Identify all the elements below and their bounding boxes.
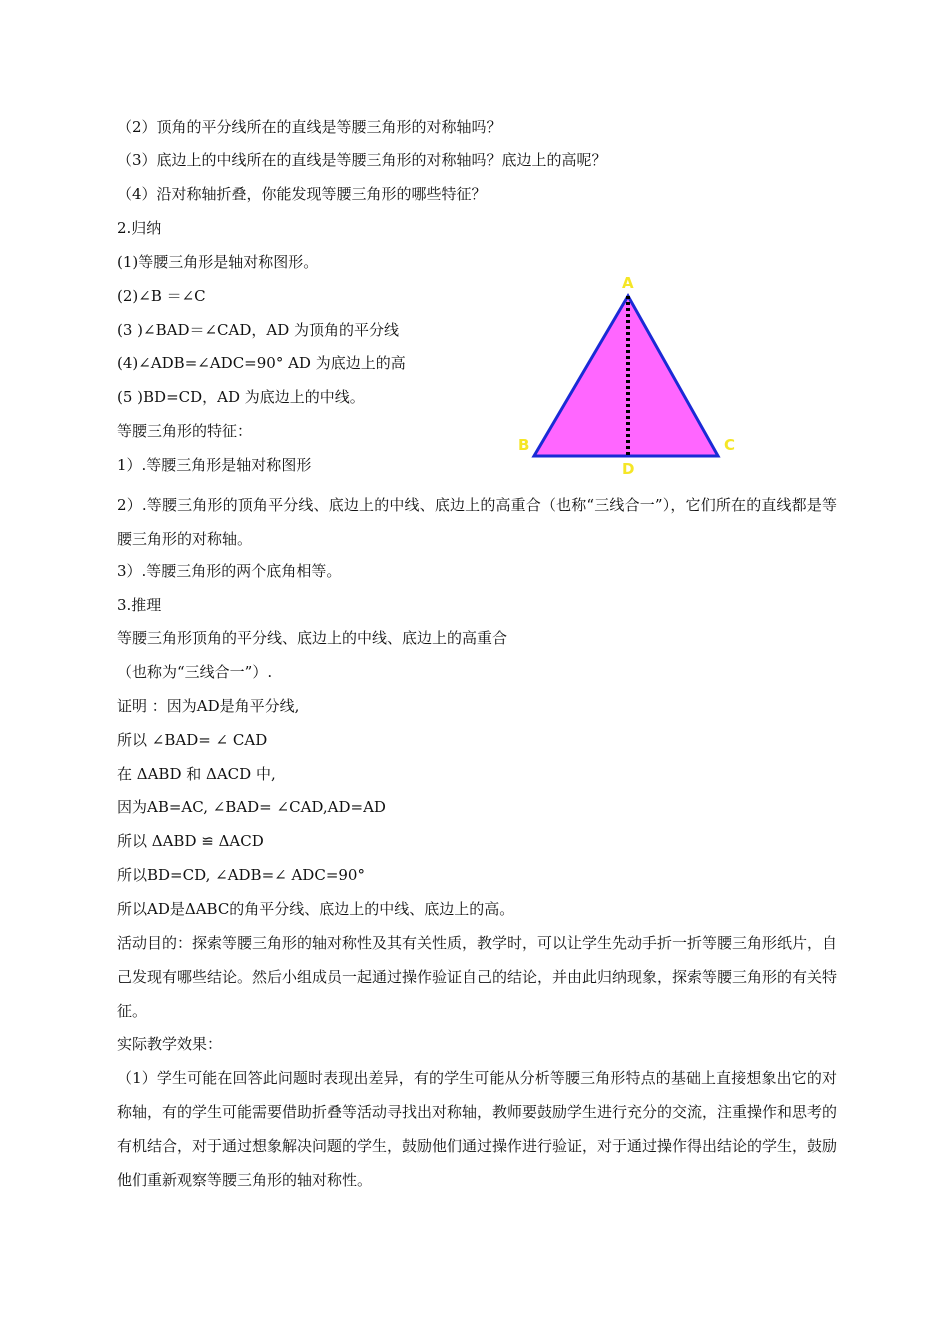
proof-line-2: 所以 ∠BAD= ∠ CAD xyxy=(117,731,268,749)
theorem-statement: 等腰三角形顶角的平分线、底边上的中线、底边上的高重合 xyxy=(117,629,508,647)
proof-line-1: 证明 ：因为AD是角平分线, xyxy=(117,697,300,715)
proof-line-3: 在 ΔABD 和 ΔACD 中, xyxy=(117,765,276,783)
vertex-label-c: C xyxy=(724,436,736,454)
question-3: （3）底边上的中线所在的直线是等腰三角形的对称轴吗？底边上的高呢？ xyxy=(117,151,607,169)
induction-item-2: (2)∠B ＝∠C xyxy=(117,287,206,305)
activity-purpose: 活动目的：探索等腰三角形的轴对称性及其有关性质，教学时，可以让学生先动手折一折等腰三角形纸片，自己发现有哪些结论。然后小组成员一起通过操作验证自己的结论，并由此归纳现象，探索等腰三角形的有关特征。 xyxy=(117,934,838,1020)
question-4: （4）沿对称轴折叠，你能发现等腰三角形的哪些特征？ xyxy=(117,185,487,203)
teaching-effect-heading: 实际教学效果： xyxy=(117,1035,223,1053)
induction-item-1: (1)等腰三角形是轴对称图形。 xyxy=(117,253,319,271)
teaching-effect-1: （1）学生可能在回答此问题时表现出差异，有的学生可能从分析等腰三角形特点的基础上直接想象出它的对称轴，有的学生可能需要借助折叠等活动寻找出对称轴，教师要鼓励学生进行充分的交流，注重操作和思考的有机结合，对于通过想象解决问题的学生，鼓励他们通过操作进行验证，对于通过操作得出结论的学生，鼓励他们重新观察等腰三角形的轴对称性。 xyxy=(117,1069,838,1189)
theorem-aka: （也称为“三线合一”）. xyxy=(117,663,273,681)
features-heading: 等腰三角形的特征： xyxy=(117,422,253,440)
vertex-label-b: B xyxy=(518,436,530,454)
proof-line-5: 所以 ΔABD ≌ ΔACD xyxy=(117,832,264,850)
section-heading-induction: 2.归纳 xyxy=(117,219,162,237)
proof-line-6: 所以BD=CD, ∠ADB=∠ ADC=90° xyxy=(117,866,365,884)
question-2: （2）顶角的平分线所在的直线是等腰三角形的对称轴吗？ xyxy=(117,118,502,136)
induction-item-3: (3 )∠BAD＝∠CAD，AD 为顶角的平分线 xyxy=(117,321,399,339)
isosceles-triangle-figure xyxy=(512,270,752,480)
induction-item-5: (5 )BD=CD，AD 为底边上的中线。 xyxy=(117,388,365,406)
feature-3: 3）.等腰三角形的两个底角相等。 xyxy=(117,562,342,580)
induction-item-4: (4)∠ADB=∠ADC=90° AD 为底边上的高 xyxy=(117,354,406,372)
proof-line-4: 因为AB=AC, ∠BAD= ∠CAD,AD=AD xyxy=(117,798,386,816)
feature-2: 2）.等腰三角形的顶角平分线、底边上的中线、底边上的高重合（也称“三线合一”），它们所在的直线都是等腰三角形的对称轴。 xyxy=(117,496,837,548)
point-label-d: D xyxy=(622,460,635,478)
feature-1: 1）.等腰三角形是轴对称图形 xyxy=(117,456,312,474)
section-heading-reasoning: 3.推理 xyxy=(117,596,162,614)
proof-conclusion: 所以AD是ΔABC的角平分线、底边上的中线、底边上的高。 xyxy=(117,900,515,918)
vertex-label-a: A xyxy=(622,274,634,292)
